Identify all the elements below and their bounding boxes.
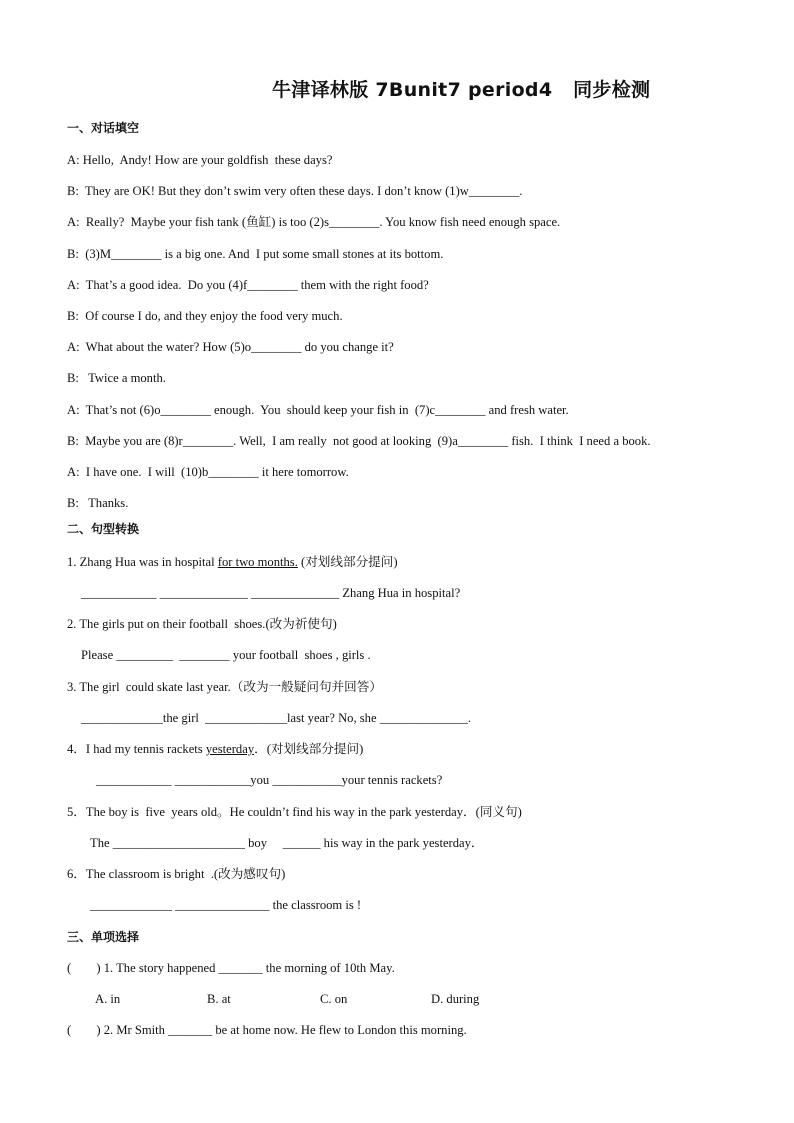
answer-line-4: ____________ ____________you ___________your tennis rackets? [96, 773, 443, 787]
dialogue-line-6: B: Of course I do, and they enjoy the food very much. [67, 309, 343, 323]
dialogue-line-9: A: That’s not (6)o________ enough. You should keep your fish in (7)c________ and fresh water. [67, 403, 569, 417]
answer-line-2: Please _________ ________ your football shoes , girls . [81, 648, 371, 662]
dialogue-line-10: B: Maybe you are (8)r________. Well, I am really not good at looking (9)a________ fish. I think I need a book. [67, 434, 651, 448]
section-3-heading: 三、单项选择 [67, 930, 140, 944]
option-a: A. in [95, 992, 121, 1006]
page-title: 牛津译林版 7Bunit7 period4 同步检测 [272, 79, 651, 101]
transform-question-5: 5．The boy is five years old。He couldn’t find his way in the park yesterday．(同义句) [67, 805, 522, 819]
underlined-phrase: for two months. [217, 555, 298, 569]
dialogue-line-2: B: They are OK! But they don’t swim very often these days. I don’t know (1)w________. [67, 184, 523, 198]
dialogue-line-7: A: What about the water? How (5)o________ do you change it? [67, 340, 394, 354]
dialogue-line-8: B: Twice a month. [67, 371, 166, 385]
option-c: C. on [320, 992, 348, 1006]
choice-question-2: ( ) 2. Mr Smith _______ be at home now. He flew to London this morning. [67, 1023, 467, 1037]
dialogue-line-3: A: Really? Maybe your fish tank (鱼缸) is too (2)s________. You know fish need enough space. [67, 215, 561, 229]
answer-line-5: The _____________________ boy ______ his way in the park yesterday． [90, 836, 484, 850]
option-d: D. during [431, 992, 480, 1006]
choice-question-1: ( ) 1. The story happened _______ the morning of 10th May. [67, 961, 395, 975]
section-2-heading: 二、句型转换 [67, 522, 140, 536]
answer-line-3: _____________the girl _____________last year? No, she ______________. [81, 711, 472, 725]
section-1-heading: 一、对话填空 [67, 121, 140, 135]
answer-line-6: _____________ _______________ the classroom is ! [90, 898, 362, 912]
answer-line-1: ____________ ______________ ______________ Zhang Hua in hospital? [81, 586, 461, 600]
option-b: B. at [207, 992, 231, 1006]
dialogue-line-5: A: That’s a good idea. Do you (4)f________ them with the right food? [67, 278, 429, 292]
dialogue-line-4: B: (3)M________ is a big one. And I put some small stones at its bottom. [67, 247, 444, 261]
underlined-word: yesterday [205, 742, 255, 756]
dialogue-line-11: A: I have one. I will (10)b________ it here tomorrow. [67, 465, 349, 479]
transform-question-4: 4．I had my tennis rackets yesterday．(对划线部分提问) [67, 742, 364, 756]
dialogue-line-12: B: Thanks. [67, 496, 129, 510]
transform-question-1: 1. Zhang Hua was in hospital for two months. (对划线部分提问) [67, 555, 398, 569]
transform-question-2: 2. The girls put on their football shoes.(改为祈使句) [67, 617, 337, 631]
transform-question-3: 3. The girl could skate last year.（改为一般疑问句并回答） [67, 680, 382, 694]
dialogue-line-1: A: Hello, Andy! How are your goldfish these days? [67, 153, 333, 167]
transform-question-6: 6．The classroom is bright .(改为感叹句) [67, 867, 286, 881]
